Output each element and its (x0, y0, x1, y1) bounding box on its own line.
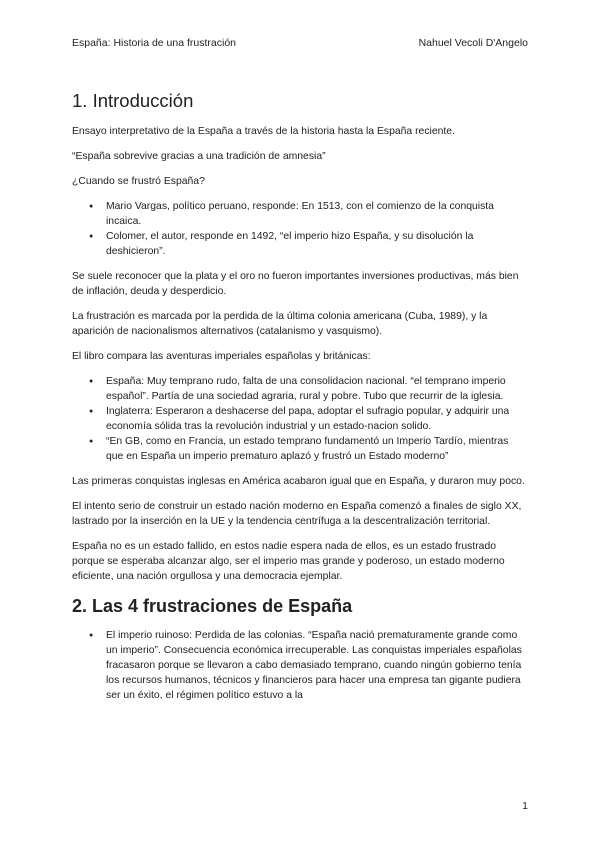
list-item: ● Colomer, el autor, responde en 1492, “el imperio hizo España, y su disolución la deshicieron”. (72, 229, 528, 259)
section-1-heading: 1. Introducción (72, 90, 194, 111)
list-item: ● El imperio ruinoso: Perdida de las colonias. “España nació prematuramente grande como un imperio”. Consecuencia económica irrecuperable. Las conquistas imperiales españolas fracasaron porque se llevaron a cabo demasiado temprano, cuando ningún gobierno tenía los recursos humanos, técnicos y financieros para hacer una empresa tan gigante pudiera ser un éxito, el régimen político estuvo a la (72, 628, 528, 703)
document-body (72, 90, 528, 713)
list-item: ● España: Muy temprano rudo, falta de una consolidacion nacional. “el temprano imperio español”. Partía de una sociedad agraria, rural y pobre. Tubo que recurrir de la iglesia. (72, 374, 528, 404)
bullet-list (72, 628, 528, 703)
list-item: ● “En GB, como en Francia, un estado temprano fundamentó un Imperio Tardío, mientras que en España un imperio prematuro aplazó y frustró un Estado moderno” (72, 434, 528, 464)
paragraph: La frustración es marcada por la perdida de la última colonia americana (Cuba, 1989), y la aparición de nacionalismos alternativos (catalanismo y vasquismo). (72, 311, 488, 337)
paragraph: El libro compara las aventuras imperiales españolas y británicas: (72, 351, 371, 362)
paragraph: Se suele reconocer que la plata y el oro no fueron importantes inversiones productivas, más bien de inflación, deuda y desperdicio. (72, 271, 519, 297)
bullet-list (72, 199, 528, 259)
list-item: ● Inglaterra: Esperaron a deshacerse del papa, adoptar el sufragio popular, y adquirir una economía sólida tras la revolución industrial y un estado-nacion solido. (72, 404, 528, 434)
paragraph: Ensayo interpretativo de la España a través de la historia hasta la España reciente. (72, 126, 455, 137)
quote-paragraph: “España sobrevive gracias a una tradición de amnesia” (72, 151, 326, 162)
question-paragraph: ¿Cuando se frustró España? (72, 176, 205, 187)
section-2-heading: 2. Las 4 frustraciones de España (72, 596, 353, 616)
paragraph: España no es un estado fallido, en estos nadie espera nada de ellos, es un estado frustrado porque se esperaba alcanzar algo, ser el imperio mas grande y poderoso, un estado moderno eficiente, una nación orgullosa y una democracia ejemplar. (72, 541, 505, 582)
paragraph: Las primeras conquistas inglesas en América acabaron igual que en España, y duraron muy poco. (72, 476, 525, 487)
header-title: España: Historia de una frustración (72, 37, 237, 49)
list-item: ● Mario Vargas, político peruano, responde: En 1513, con el comienzo de la conquista incaica. (72, 199, 528, 229)
header-author: Nahuel Vecoli D'Angelo (418, 37, 528, 49)
page-number: 1 (522, 800, 528, 812)
bullet-list (72, 374, 528, 464)
paragraph: El intento serio de construir un estado nación moderno en España comenzó a finales de siglo XX, lastrado por la inserción en la UE y la tendencia centrífuga a la descentralización territorial. (72, 501, 522, 527)
